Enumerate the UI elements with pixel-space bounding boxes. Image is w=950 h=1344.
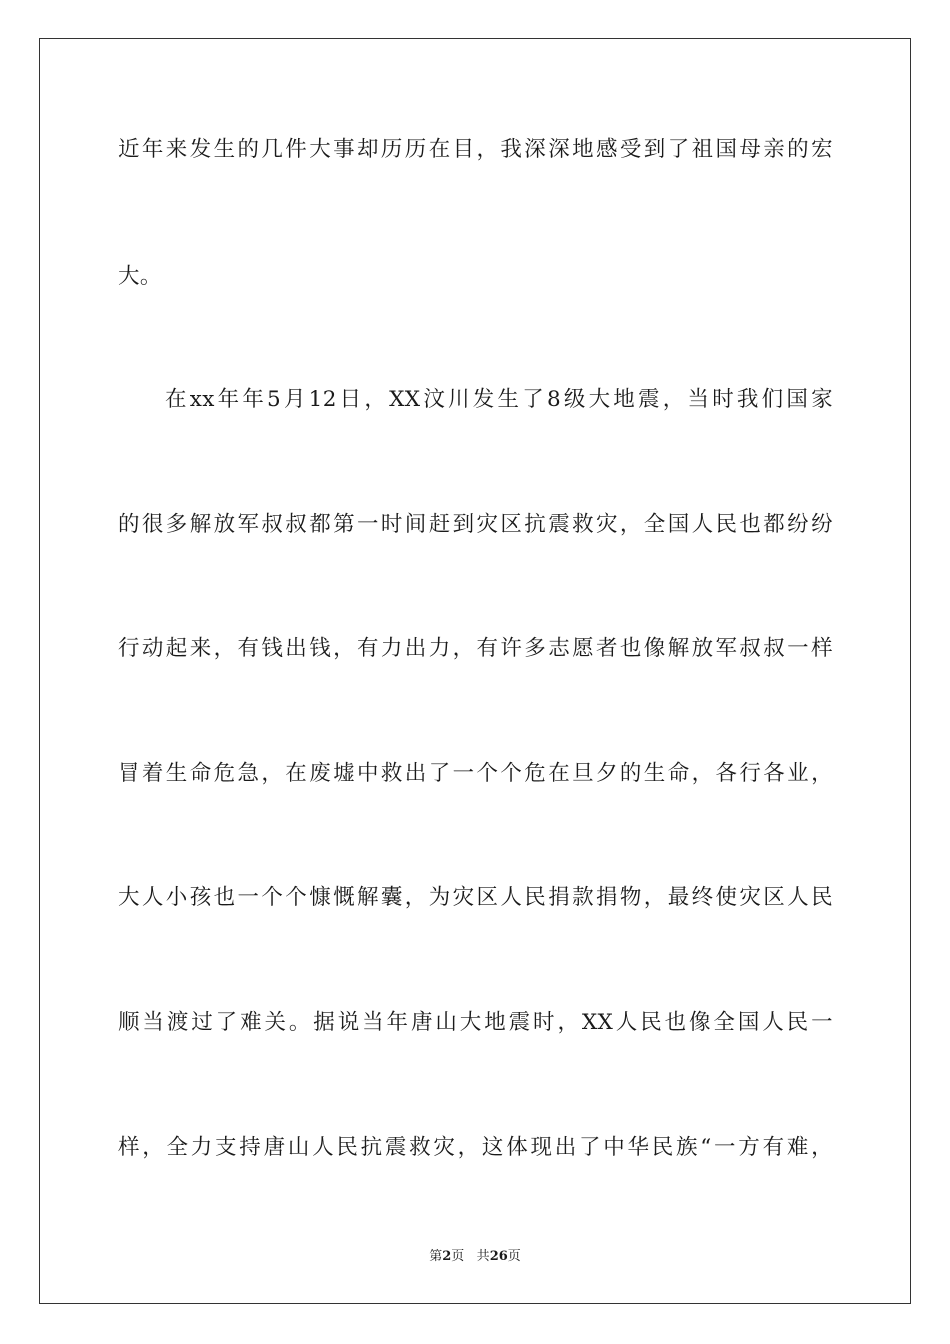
body-line-3: 在xx年年5月12日，XX汶川发生了8级大地震，当时我们国家 [165, 387, 833, 412]
body-line-4: 的很多解放军叔叔都第一时间赶到灾区抗震救灾，全国人民也都纷纷 [118, 512, 833, 537]
body-line-2: 大。 [118, 264, 162, 289]
page-footer [0, 1248, 950, 1266]
page-border [39, 38, 911, 1304]
footer-page-prefix: 第 [429, 1249, 443, 1264]
footer-total-prefix: 共 [476, 1249, 490, 1264]
body-line-7: 大人小孩也一个个慷慨解囊，为灾区人民捐款捐物，最终使灾区人民 [118, 885, 833, 910]
body-line-1: 近年来发生的几件大事却历历在目，我深深地感受到了祖国母亲的宏 [118, 137, 833, 162]
body-line-8: 顺当渡过了难关。据说当年唐山大地震时，XX人民也像全国人民一 [118, 1010, 833, 1035]
body-line-5: 行动起来，有钱出钱，有力出力，有许多志愿者也像解放军叔叔一样 [118, 636, 833, 661]
body-line-9: 样，全力支持唐山人民抗震救灾，这体现出了中华民族“一方有难， [118, 1135, 833, 1160]
body-line-6: 冒着生命危急，在废墟中救出了一个个危在旦夕的生命，各行各业， [118, 761, 833, 786]
footer-page-number: 2 [442, 1249, 452, 1264]
footer-total-suffix: 页 [507, 1249, 521, 1264]
footer-page-suffix: 页 [451, 1249, 465, 1264]
footer-total-pages: 26 [489, 1249, 508, 1264]
